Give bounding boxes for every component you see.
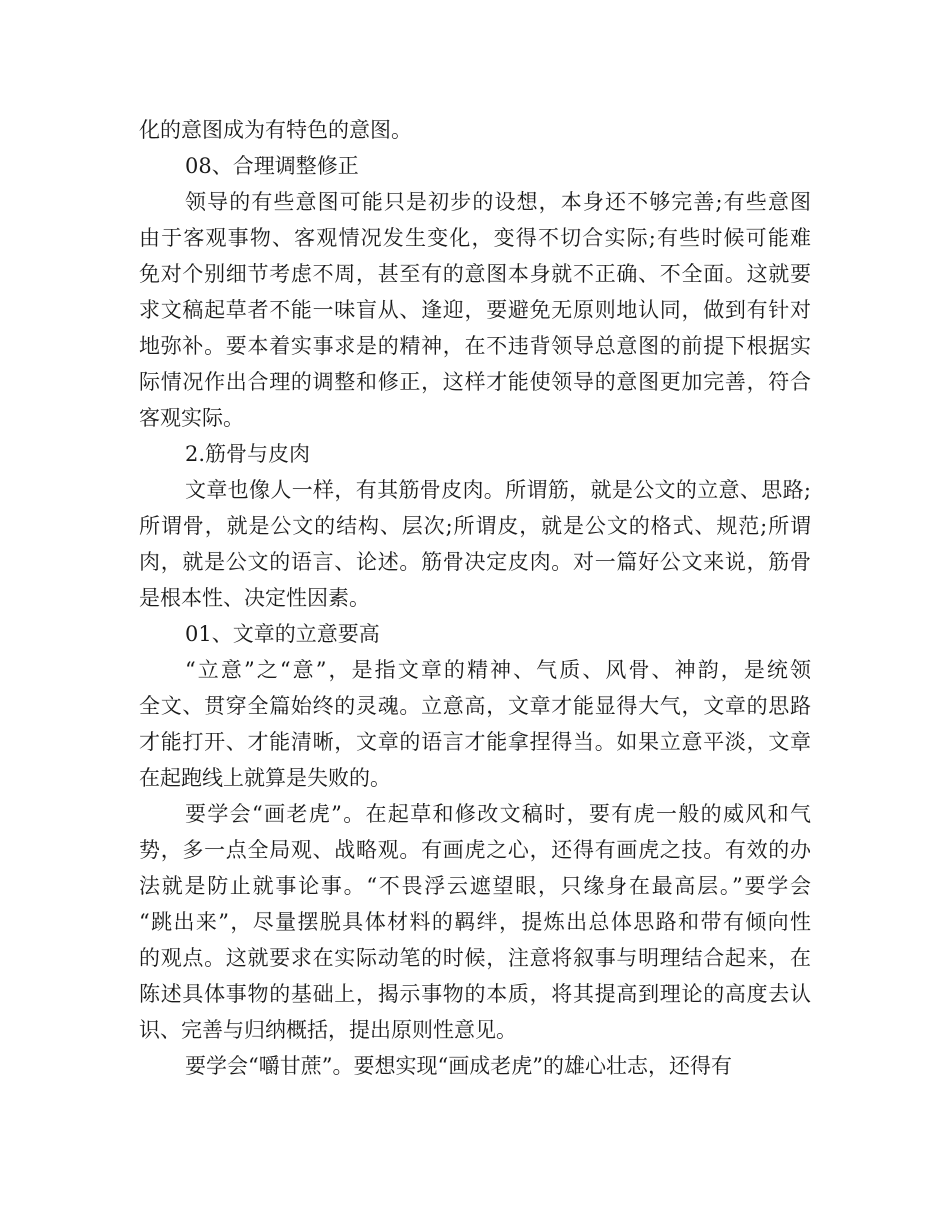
paragraph-line: 才能打开、才能清晰，文章的语言才能拿捏得当。如果立意平淡，文章 (139, 730, 811, 754)
paragraph-line: 际情况作出合理的调整和修正，这样才能使领导的意图更加完善，符合 (139, 370, 811, 394)
section-heading: 2.筋骨与皮肉 (185, 442, 311, 466)
paragraph-line: 免对个别细节考虑不周，甚至有的意图本身就不正确、不全面。这就要 (139, 262, 811, 286)
paragraph-line: 文章也像人一样，有其筋骨皮肉。所谓筋，就是公文的立意、思路; (185, 478, 811, 502)
paragraph-line: “立意”之“意”，是指文章的精神、气质、风骨、神韵，是统领 (185, 658, 811, 682)
document-page (139, 112, 811, 1084)
paragraph-line: 要学会“嚼甘蔗”。要想实现“画成老虎”的雄心壮志，还得有 (185, 1054, 732, 1078)
paragraph-line: 由于客观事物、客观情况发生变化，变得不切合实际;有些时候可能难 (139, 226, 811, 250)
paragraph-line: 所谓骨，就是公文的结构、层次;所谓皮，就是公文的格式、规范;所谓 (139, 514, 811, 538)
paragraph-line: 要学会“画老虎”。在起草和修改文稿时，要有虎一般的威风和气 (185, 802, 811, 826)
paragraph-line: 法就是防止就事论事。“不畏浮云遮望眼，只缘身在最高层。”要学会 (139, 874, 811, 898)
paragraph-line: 的观点。这就要求在实际动笔的时候，注意将叙事与明理结合起来，在 (139, 946, 811, 970)
paragraph-line: 是根本性、决定性因素。 (139, 586, 370, 610)
paragraph-line: 势，多一点全局观、战略观。有画虎之心，还得有画虎之技。有效的办 (139, 838, 811, 862)
paragraph-line: 地弥补。要本着实事求是的精神，在不违背领导总意图的前提下根据实 (139, 334, 811, 358)
paragraph-line: 肉，就是公文的语言、论述。筋骨决定皮肉。对一篇好公文来说，筋骨 (139, 550, 811, 574)
paragraph-line: 领导的有些意图可能只是初步的设想，本身还不够完善;有些意图 (185, 190, 811, 214)
paragraph-line: 客观实际。 (139, 406, 244, 430)
section-heading: 01、文章的立意要高 (185, 622, 380, 646)
paragraph-line: 化的意图成为有特色的意图。 (139, 118, 412, 142)
paragraph-line: 识、完善与归纳概括，提出原则性意见。 (139, 1018, 517, 1042)
section-heading: 08、合理调整修正 (185, 154, 359, 178)
paragraph-line: 求文稿起草者不能一味盲从、逢迎，要避免无原则地认同，做到有针对 (139, 298, 811, 322)
paragraph-line: 全文、贯穿全篇始终的灵魂。立意高，文章才能显得大气，文章的思路 (139, 694, 811, 718)
paragraph-line: 在起跑线上就算是失败的。 (139, 766, 391, 790)
paragraph-line: 陈述具体事物的基础上，揭示事物的本质，将其提高到理论的高度去认 (139, 982, 811, 1006)
paragraph-line: “跳出来”，尽量摆脱具体材料的羁绊，提炼出总体思路和带有倾向性 (139, 910, 811, 934)
